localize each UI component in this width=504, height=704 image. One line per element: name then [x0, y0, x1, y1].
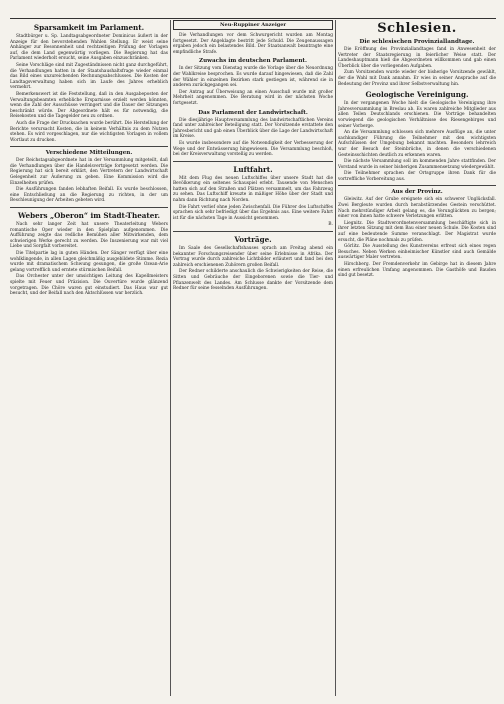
column-right	[338, 20, 496, 696]
article-heading: Aus der Provinz.	[391, 189, 443, 196]
article-paragraph: Der Redner schilderte anschaulich die Schwierigkeiten der Reise, die Sitten und Gebräuche der Eingeborenen sowie die Tier- und Pflanzenwelt des Landes. Am Schlusse dankte der Vorsitzende dem Redner für seine fesselnden Ausführungen.	[173, 269, 333, 292]
article-paragraph: Im Saale des Gesellschaftshauses sprach am Freitag abend ein bekannter Forschungsreisender über seine Erlebnisse in Afrika. Der Vortrag wurde durch zahlreiche Lichtbilder erläutert und fand bei den zahlreich erschienenen Zuhörern großen Beifall.	[173, 246, 333, 268]
divider	[10, 146, 168, 147]
article-heading: Geologische Vereinigung.	[365, 90, 469, 100]
article-paragraph: Stadtbürger u. Sp. Landtagsabgeordneter Dominicus äußert in der Anzeige für den bevorstehenden Wahlen Stellung. Er weist seine Anhänger zur Besonnenheit und rechtzeitigen Prüfung der Vorlagen auf, die dem Land gegenwärtig vorliegen. Die Regierung hat das Parlament wiederholt ersucht, seine Ausgaben einzuschränken.	[10, 34, 168, 62]
divider	[173, 231, 333, 232]
article-paragraph: In der vergangenen Woche hielt die Geologische Vereinigung ihre Jahresversammlung in Breslau ab. Es waren zahlreiche Mitglieder aus allen Teilen Deutschlands erschienen. Die Vorträge behandelten vorwiegend die geologischen Verhältnisse des Riesengebirges und seiner Vorberge.	[338, 101, 496, 129]
article-heading: Vorträge.	[234, 235, 272, 245]
article-paragraph: Die diesjährige Hauptversammlung des landwirtschaftlichen Vereins fand unter zahlreicher Beteiligung statt. Der Vorsitzende erstattete den Jahresbericht und gab einen Überblick über die Lage der Landwirtschaft im Kreise.	[173, 117, 333, 140]
article-paragraph: Seine Vorschläge sind mit Zugeständnissen nicht ganz durchgeführt, die Verhandlungen hatten in der Staatshaushaltsfrage wieder einmal das Bild eines unzureichenden Rechnungsabschlusses. Die Kosten der Landtagsverwaltung haben sich im Laufe des Jahres erheblich vermehrt.	[10, 62, 168, 91]
article-heading: Zuwachs im deutschen Parlament.	[199, 58, 307, 65]
divider	[338, 185, 496, 186]
article-paragraph: Das Orchester unter der umsichtigen Leitung des Kapellmeisters spielte mit Feuer und Präzision. Die Ouvertüre wurde glänzend vorgetragen. Die Chöre waren gut einstudiert. Das Haus war gut besucht, und der Beifall nach den Aktschlüssen war herzlich.	[10, 274, 168, 297]
article-heading: Luftfahrt.	[233, 164, 273, 174]
divider	[173, 161, 333, 162]
article-paragraph: Hirschberg. Der Fremdenverkehr im Gebirge hat in diesem Jahre einen erfreulichen Umfang angenommen. Die Gasthöfe und Bauden sind gut besetzt.	[338, 262, 496, 279]
article-paragraph: An die Versammlung schlossen sich mehrere Ausflüge an, die unter sachkundiger Führung die Teilnehmer mit den wichtigsten Aufschlüssen der Umgebung bekannt machten. Besonders lehrreich war der Besuch der Steinbrüche, in denen die verschiedenen Gesteinsschichten deutlich zu erkennen waren.	[338, 130, 496, 158]
column-rule	[335, 20, 336, 696]
article-paragraph: Nach sehr langer Zeit hat unsere Theaterleitung Webers romantische Oper wieder in den Spielplan aufgenommen. Die Aufführung zeigte das redliche Bemühen aller Mitwirkenden, dem schwierigen Werke gerecht zu werden. Die Inszenierung war mit viel Liebe und Sorgfalt vorbereitet.	[10, 222, 168, 250]
article-paragraph: Auch die Frage der Drucksachen wurde berührt. Die Herstellung der Berichte verursacht Kosten, die in keinem Verhältnis zu dem Nutzen stehen. Es wird vorgeschlagen, nur die wichtigsten Vorlagen in vollem Wortlaut zu drucken.	[10, 120, 168, 143]
article-paragraph: Zum Vorsitzenden wurde wieder der bisherige Vorsitzende gewählt, der die Wahl mit Dank annahm. Er wies in seiner Ansprache auf die Bedeutung der Provinz und ihrer Selbstverwaltung hin.	[338, 70, 496, 87]
article-paragraph: Die nächste Versammlung soll im kommenden Jahre stattfinden. Der Vorstand wurde in seiner bisherigen Zusammensetzung wiedergewählt.	[338, 159, 496, 170]
article-paragraph: Der Reichstagsabgeordnete hat in der Versammlung mitgeteilt, daß die Verhandlungen über die Handelsverträge fortgesetzt werden. Die Regierung hat sich bereit erklärt, den Vertretern der Landwirtschaft Gelegenheit zur Äußerung zu geben. Eine Kommission wird die Einzelheiten prüfen.	[10, 158, 168, 186]
article-heading: Verschiedene Mitteilungen.	[45, 150, 133, 157]
article-paragraph: Die Verhandlungen vor dem Schwurgericht wurden am Montag fortgesetzt. Der Angeklagte bestritt jede Schuld. Die Zeugenaussagen ergaben jedoch ein belastendes Bild. Der Staatsanwalt beantragte eine empfindliche Strafe.	[173, 33, 333, 55]
column-left	[10, 20, 168, 696]
article-paragraph: Die Teilnehmer sprachen der Ortsgruppe ihren Dank für die vortreffliche Vorbereitung aus.	[338, 171, 496, 182]
article-heading: Die schlesischen Provinziallandtage.	[359, 39, 475, 45]
article-paragraph: Mit dem Flug des neuen Luftschiffes über unsere Stadt hat die Bevölkerung ein seltenes Schauspiel erlebt. Tausende von Menschen hatten sich auf den Straßen und Plätzen versammelt, um das Fahrzeug zu sehen. Das Luftschiff kreuzte in mäßiger Höhe über der Stadt und nahm dann Richtung nach Norden.	[173, 175, 333, 204]
article-heading: Sparsamkeit im Parlament.	[33, 23, 145, 32]
article-paragraph: Die Fahrt verlief ohne jeden Zwischenfall. Die Führer des Luftschiffes sprachen sich sehr befriedigt über das Ergebnis aus. Eine weitere Fahrt ist für die nächsten Tage in Aussicht genommen.	[173, 204, 333, 221]
article-paragraph: Die Ausführungen fanden lebhaften Beifall. Es wurde beschlossen, eine Entschließung an die Regierung zu richten, in der um Beschleunigung der Arbeiten gebeten wird.	[10, 187, 168, 204]
article-paragraph: Bemerkenswert ist die Feststellung, daß in den Ausgabeposten der Verwaltungsbeamten erhebliche Ersparnisse erzielt werden könnten, wenn die Zahl der Ausschüsse verringert und die Dauer der Sitzungen beschränkt würde. Der Abgeordnete hält es für notwendig, die Reisekosten und die Tagegelder neu zu ordnen.	[10, 91, 168, 120]
column-middle	[173, 20, 333, 696]
article-heading: Das Parlament der Landwirtschaft.	[198, 109, 308, 116]
divider	[10, 207, 168, 208]
article-paragraph: Gleiwitz. Auf der Grube ereignete sich ein schwerer Unglücksfall. Zwei Bergleute wurden durch herabstürzendes Gestein verschüttet. Nach mehrstündiger Arbeit gelang es, die Verunglückten zu bergen; einer von ihnen hatte schwere Verletzungen erlitten.	[338, 197, 496, 220]
box-heading: Neu-Ruppiner Anzeiger	[173, 20, 333, 30]
article-paragraph: Görlitz. Die Ausstellung des Kunstvereins erfreut sich eines regen Besuches. Neben Werken einheimischer Künstler sind auch Gemälde auswärtiger Maler vertreten.	[338, 244, 496, 261]
section-masthead: Schlesien.	[377, 21, 457, 36]
page-top-line	[10, 6, 496, 19]
article-paragraph: In der Sitzung vom Dienstag wurde die Vorlage über die Neuordnung der Wahlkreise besprochen. Es wurde darauf hingewiesen, daß die Zahl der Wähler in einzelnen Bezirken stark gestiegen ist, während sie in anderen zurückgegangen sei.	[173, 66, 333, 89]
article-paragraph: Der Antrag auf Überweisung an einen Ausschuß wurde mit großer Mehrheit angenommen. Die Beratung wird in der nächsten Woche fortgesetzt.	[173, 89, 333, 106]
article-paragraph: Es wurde insbesondere auf die Notwendigkeit der Verbesserung der Wege und der Entwässerung hingewiesen. Die Versammlung beschloß, bei der Kreisverwaltung vorstellig zu werden.	[173, 140, 333, 158]
article-signature: B.	[328, 222, 333, 228]
article-paragraph: Die Titelpartie lag in guten Händen. Der Sänger verfügt über eine wohlklingende, in allen Lagen gleichmäßig ausgebildete Stimme. Rezia wurde mit dramatischem Schwung gesungen, die große Ozean-Arie gelang vortrefflich und erntete stürmischen Beifall.	[10, 251, 168, 273]
article-heading: Webers „Oberon“ im Stadt-Theater.	[18, 211, 160, 221]
article-paragraph: Die Eröffnung des Provinziallandtages fand in Anwesenheit der Vertreter der Staatsregierung in feierlicher Weise statt. Der Landeshauptmann hieß die Abgeordneten willkommen und gab einen Überblick über die vorliegenden Aufgaben.	[338, 47, 496, 69]
newspaper-page	[10, 6, 496, 698]
article-paragraph: Liegnitz. Die Stadtverordnetenversammlung beschäftigte sich in ihrer letzten Sitzung mit dem Bau einer neuen Schule. Die Kosten sind auf eine bedeutende Summe veranschlagt. Der Magistrat wurde ersucht, die Pläne nochmals zu prüfen.	[338, 220, 496, 243]
column-rule	[170, 20, 171, 696]
